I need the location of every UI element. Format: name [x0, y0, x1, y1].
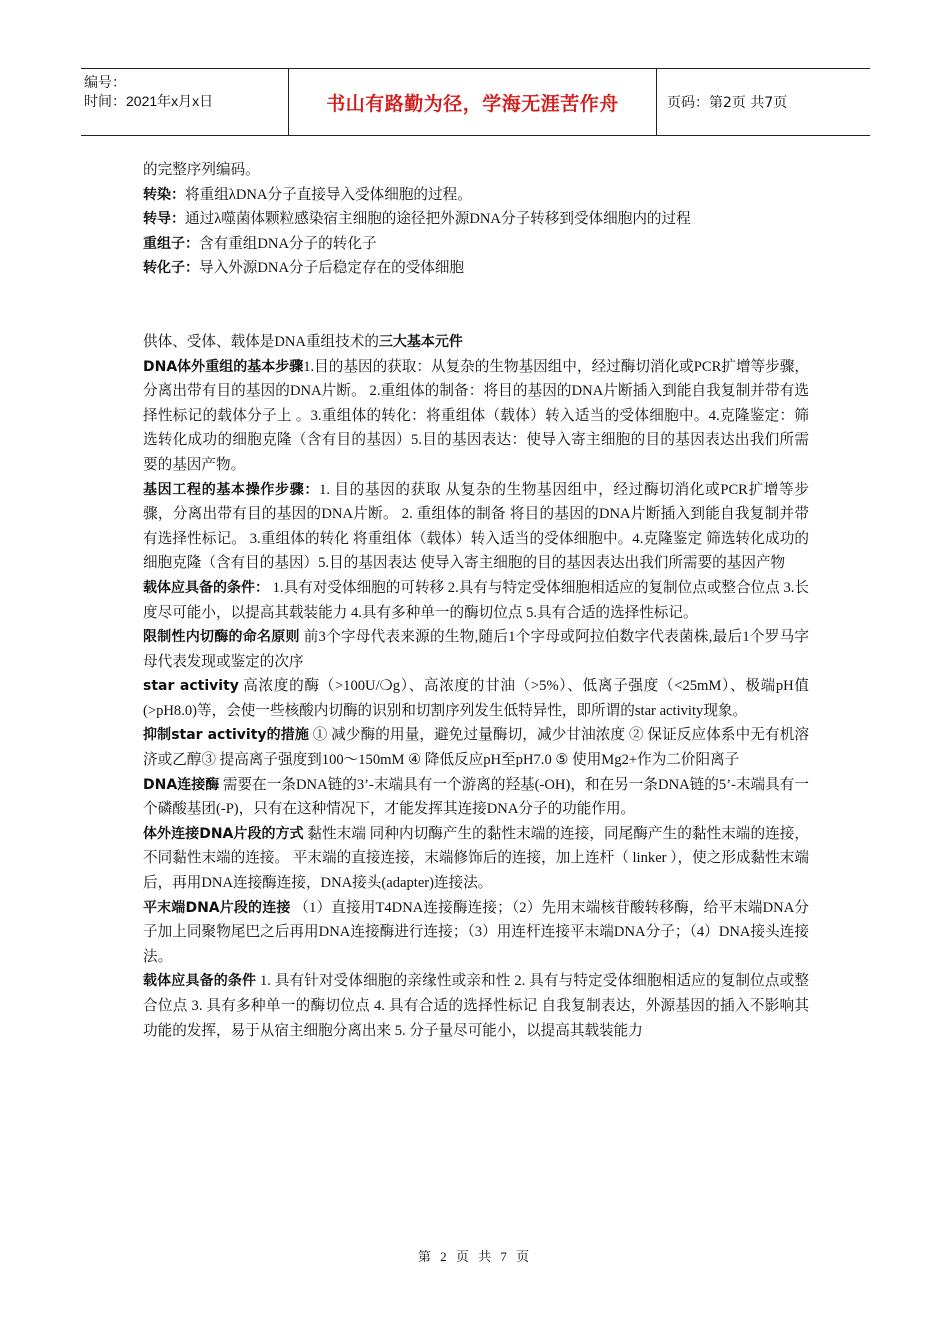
page-header: [81, 68, 870, 136]
page-footer: 第 2 页 共 7 页: [417, 1249, 533, 1264]
header-meta: [81, 69, 289, 135]
paragraph: [143, 896, 809, 970]
term-heading: star activity: [143, 678, 239, 695]
paragraph-text: 1.目的基因的获取：从复杂的生物基因组中，经过酶切消化或PCR扩增等步骤，分离出带有目的基因的DNA片断。 2.重组体的制备：将目的基因的DNA片断插入到能自我复制并带有选择性标记的载体分子上 。3.重组体的转化：将重组体（载体）转入适当的受体细胞中。4.克隆鉴定：筛选转化成功的细胞克隆（含有目的基因）5.目的基因表达：使导入寄主细胞的目的基因表达出我们所需要的基因产物。: [143, 358, 809, 473]
term-heading: 转导：: [143, 211, 185, 228]
paragraph-text: （1）直接用T4DNA连接酶连接；（2）先用末端核苷酸转移酶，给平末端DNA分子加上同聚物尾巴之后再用DNA连接酶进行连接；（3）用连杆连接平末端DNA分子；（4）DNA接头连接法。: [143, 899, 809, 965]
term-heading: 抑制star activity的措施: [143, 727, 309, 744]
code-label: 编号：: [84, 74, 126, 90]
paragraph: [143, 822, 809, 896]
paragraph: [143, 969, 809, 1043]
term-heading: 载体应具备的条件：: [143, 579, 270, 596]
paragraph: [143, 625, 809, 674]
paragraph-text: 1. 目的基因的获取 从复杂的生物基因组中，经过酶切消化或PCR扩增等步骤，分离出带有目的基因的DNA片断。 2. 重组体的制备 将目的基因的DNA片断插入到能自我复制并带有选择性标记。 3.重组体的转化 将重组体（载体）转入适当的受体细胞中。4.克隆鉴定 筛选转化成功的细胞克隆（含有目的基因）5.目的基因表达 使导入寄主细胞的目的基因表达出我们所需要的基因产物: [143, 481, 809, 572]
paragraph-text: 前3个字母代表来源的生物,随后1个字母或阿拉伯数字代表菌株,最后1个罗马字母代表发现或鉴定的次序: [143, 629, 810, 670]
paragraph: [143, 355, 809, 478]
paragraph: [143, 773, 809, 822]
term-heading: 载体应具备的条件: [143, 973, 257, 990]
paragraph: [143, 674, 809, 723]
term-heading: 平末端DNA片段的连接: [143, 899, 291, 916]
paragraph-text: 需要在一条DNA链的3’-末端具有一个游离的羟基(-OH)，和在另一条DNA链的5’-末端具有一个磷酸基团(-P)，只有在这种情况下，才能发挥其连接DNA分子的功能作用。: [143, 776, 809, 818]
paragraph: [143, 478, 809, 576]
document-body: [143, 158, 809, 1043]
paragraph: [143, 330, 809, 355]
paragraph: [143, 207, 809, 232]
term-heading: DNA体外重组的基本步骤: [143, 358, 304, 375]
paragraph: [143, 158, 809, 183]
time-label: 时间：2021年x月x日: [84, 93, 214, 109]
paragraph: [143, 576, 809, 625]
paragraph: [143, 256, 809, 281]
term-heading: 转染：: [143, 186, 185, 203]
paragraph: [143, 183, 809, 208]
paragraph-text: 通过λ噬菌体颗粒感染宿主细胞的途径把外源DNA分子转移到受体细胞内的过程: [185, 211, 691, 228]
emphasis-text: 三大基本元件: [378, 333, 463, 350]
paragraph-text: 含有重组DNA分子的转化子: [199, 235, 377, 252]
paragraph-text: 将重组λDNA分子直接导入受体细胞的过程。: [185, 186, 472, 203]
paragraph-text: 导入外源DNA分子后稳定存在的受体细胞: [199, 260, 465, 277]
paragraph: [143, 232, 809, 257]
paragraph: [143, 723, 809, 772]
paragraph-text: ① 减少酶的用量，避免过量酶切，减少甘油浓度 ② 保证反应体系中无有机溶济或乙醇③ 提高离子强度到100～150mM ④ 降低反应pH至pH7.0 ⑤ 使用Mg2+作为二价阳离子: [143, 727, 809, 769]
paragraph-text: 1. 具有针对受体细胞的亲缘性或亲和性 2. 具有与特定受体细胞相适应的复制位点或整合位点 3. 具有多种单一的酶切位点 4. 具有合适的选择性标记 自我复制表达，外源基因的插入不影响其功能的发挥，易于从宿主细胞分离出来 5. 分子量尽可能小，以提高其载装能力: [143, 973, 809, 1039]
paragraph-spacer: [143, 281, 809, 330]
term-heading: 体外连接DNA片段的方式: [143, 825, 304, 842]
header-page-number: 页码：第2页 共7页: [667, 95, 788, 111]
paragraph-text: 供体、受体、载体是DNA重组技术的: [143, 333, 379, 350]
term-heading: 基因工程的基本操作步骤：: [143, 481, 320, 498]
header-motto: 书山有路勤为径，学海无涯苦作舟: [289, 69, 657, 135]
term-heading: 转化子：: [143, 260, 199, 277]
term-heading: 限制性内切酶的命名原则: [143, 629, 300, 646]
term-heading: 重组子：: [143, 235, 199, 252]
paragraph-text: 高浓度的酶（>100U/❍g）、高浓度的甘油（>5%）、低离子强度（<25mM）、极端pH值(>pH8.0)等，会使一些核酸内切酶的识别和切割序列发生低特异性，即所谓的star activity现象。: [143, 678, 809, 719]
term-heading: DNA连接酶: [143, 776, 220, 793]
paragraph-text: 黏性末端 同种内切酶产生的黏性末端的连接，同尾酶产生的黏性末端的连接，不同黏性末端的连接。 平末端的直接连接，末端修饰后的连接，加上连杆（ linker ），使之形成黏性末端后，再用DNA连接酶连接，DNA接头(adapter)连接法。: [143, 825, 809, 892]
paragraph-text: 的完整序列编码。: [143, 162, 260, 178]
paragraph-text: 1.具有对受体细胞的可转移 2.具有与特定受体细胞相适应的复制位点或整合位点 3.长度尽可能小，以提高其载装能力 4.具有多种单一的酶切位点 5.具有合适的选择性标记。: [143, 579, 810, 621]
